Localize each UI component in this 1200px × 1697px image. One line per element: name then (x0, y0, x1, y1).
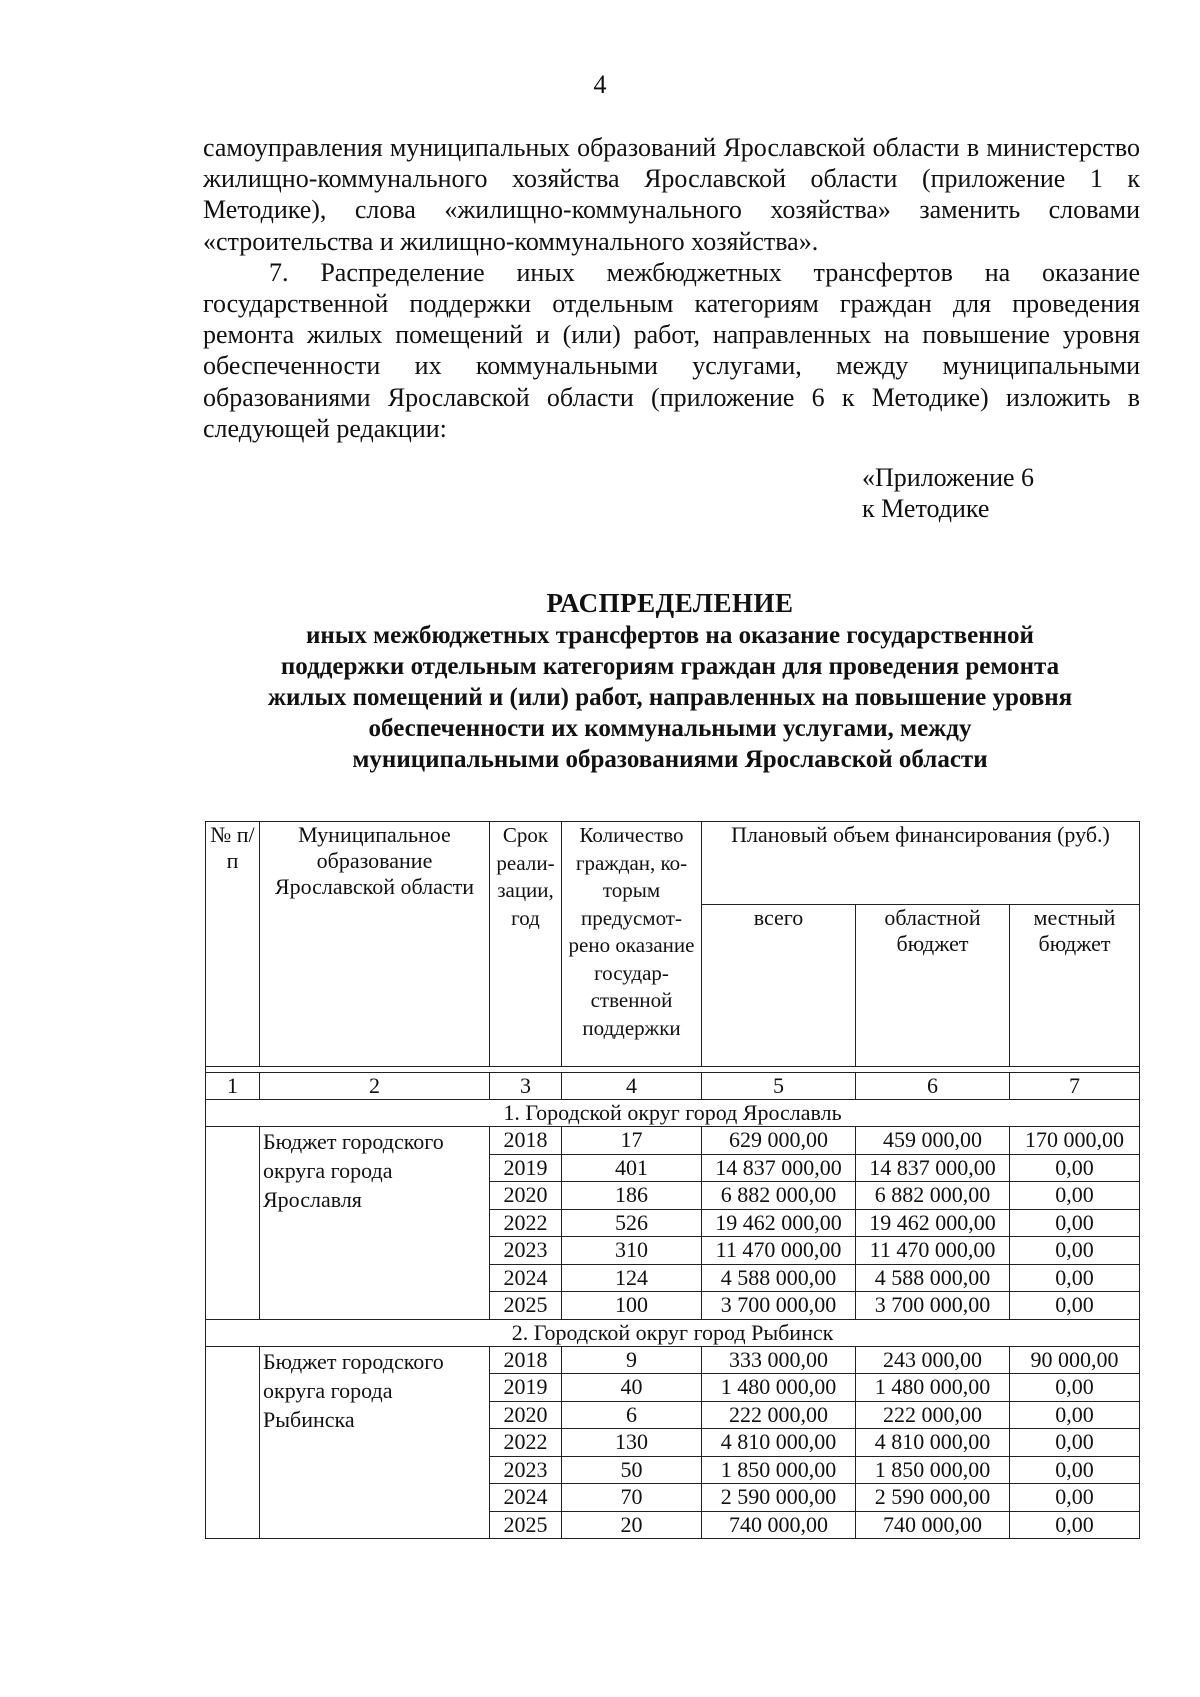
year-cell: 2023 (490, 1237, 562, 1265)
intro-paragraph-2: 7. Распределение иных межбюджетных трансфертов на оказание государственной поддержки отдельным категориям граждан для проведения ремонта жилых помещений и (или) работ, направленных на повышение уровня обеспеченности их коммунальными услугами, между муниципальными образованиями Ярославской области (приложение 6 к Методике) изложить в следующей редакции: (203, 257, 1140, 443)
year-cell: 2024 (490, 1484, 562, 1512)
total-cell: 6 882 000,00 (702, 1182, 856, 1210)
local-cell: 0,00 (1010, 1182, 1140, 1210)
local-cell: 0,00 (1010, 1374, 1140, 1402)
header-total: всего (702, 904, 856, 1066)
row-number-cell (206, 1127, 260, 1320)
count-cell: 40 (562, 1374, 702, 1402)
header-regional: областной бюджет (856, 904, 1010, 1066)
count-cell: 100 (562, 1292, 702, 1320)
column-number: 1 (206, 1073, 260, 1100)
intro-paragraph-1: самоуправления муниципальных образований Ярославской области в министерство жилищно-коммунального хозяйства Ярославской области (приложение 1 к Методике), слова «жилищно-коммунального хозяйства» заменить словами «строительства и жилищно-коммунального хозяйства». (203, 133, 1140, 256)
regional-cell: 1 850 000,00 (856, 1456, 1010, 1484)
page-number: 4 (593, 70, 607, 99)
year-cell: 2019 (490, 1374, 562, 1402)
total-cell: 629 000,00 (702, 1127, 856, 1155)
local-cell: 0,00 (1010, 1264, 1140, 1292)
intro-text (203, 132, 1140, 444)
local-cell: 0,00 (1010, 1429, 1140, 1457)
column-number: 2 (260, 1073, 490, 1100)
total-cell: 4 588 000,00 (702, 1264, 856, 1292)
title-line-5: муниципальными образованиями Ярославской области (352, 746, 988, 773)
local-cell: 0,00 (1010, 1292, 1140, 1320)
section-title-row (206, 1319, 1140, 1346)
year-cell: 2022 (490, 1429, 562, 1457)
document-title (200, 586, 1140, 775)
municipality-cell: Бюджет городского округа города Ярославля (260, 1127, 490, 1320)
header-num: № п/п (206, 822, 260, 1067)
local-cell: 0,00 (1010, 1484, 1140, 1512)
column-number: 6 (856, 1073, 1010, 1100)
local-cell: 0,00 (1010, 1237, 1140, 1265)
regional-cell: 4 810 000,00 (856, 1429, 1010, 1457)
year-cell: 2020 (490, 1401, 562, 1429)
regional-cell: 3 700 000,00 (856, 1292, 1010, 1320)
regional-cell: 459 000,00 (856, 1127, 1010, 1155)
column-numbers-row (206, 1073, 1140, 1100)
section-title: 1. Городской округ город Ярославль (206, 1100, 1140, 1127)
column-number: 5 (702, 1073, 856, 1100)
year-cell: 2020 (490, 1182, 562, 1210)
regional-cell: 222 000,00 (856, 1401, 1010, 1429)
local-cell: 170 000,00 (1010, 1127, 1140, 1155)
section-title-row (206, 1100, 1140, 1127)
count-cell: 9 (562, 1346, 702, 1374)
count-cell: 526 (562, 1209, 702, 1237)
regional-cell: 14 837 000,00 (856, 1154, 1010, 1182)
appendix-line-1: «Приложение 6 (862, 463, 1035, 492)
regional-cell: 740 000,00 (856, 1511, 1010, 1539)
year-cell: 2025 (490, 1292, 562, 1320)
count-cell: 50 (562, 1456, 702, 1484)
total-cell: 333 000,00 (702, 1346, 856, 1374)
total-cell: 1 480 000,00 (702, 1374, 856, 1402)
total-cell: 4 810 000,00 (702, 1429, 856, 1457)
year-cell: 2022 (490, 1209, 562, 1237)
local-cell: 90 000,00 (1010, 1346, 1140, 1374)
regional-cell: 243 000,00 (856, 1346, 1010, 1374)
total-cell: 3 700 000,00 (702, 1292, 856, 1320)
year-cell: 2025 (490, 1511, 562, 1539)
municipality-cell: Бюджет городского округа города Рыбинска (260, 1346, 490, 1539)
total-cell: 1 850 000,00 (702, 1456, 856, 1484)
count-cell: 6 (562, 1401, 702, 1429)
count-cell: 20 (562, 1511, 702, 1539)
total-cell: 19 462 000,00 (702, 1209, 856, 1237)
year-cell: 2023 (490, 1456, 562, 1484)
title-main: РАСПРЕДЕЛЕНИЕ (546, 588, 794, 618)
local-cell: 0,00 (1010, 1456, 1140, 1484)
total-cell: 11 470 000,00 (702, 1237, 856, 1265)
section-title: 2. Городской округ город Рыбинск (206, 1319, 1140, 1346)
count-cell: 401 (562, 1154, 702, 1182)
count-cell: 130 (562, 1429, 702, 1457)
distribution-table (205, 821, 1140, 1539)
regional-cell: 6 882 000,00 (856, 1182, 1010, 1210)
appendix-line-2: к Методике (862, 494, 990, 523)
count-cell: 124 (562, 1264, 702, 1292)
title-line-2: поддержки отдельным категориям граждан для проведения ремонта (280, 653, 1060, 680)
regional-cell: 19 462 000,00 (856, 1209, 1010, 1237)
table-row (206, 1346, 1140, 1374)
header-funding: Плановый объем финансирования (руб.) (702, 822, 1140, 905)
column-number: 4 (562, 1073, 702, 1100)
header-local: местный бюджет (1010, 904, 1140, 1066)
local-cell: 0,00 (1010, 1154, 1140, 1182)
table-row (206, 1127, 1140, 1155)
count-cell: 186 (562, 1182, 702, 1210)
local-cell: 0,00 (1010, 1209, 1140, 1237)
regional-cell: 4 588 000,00 (856, 1264, 1010, 1292)
regional-cell: 2 590 000,00 (856, 1484, 1010, 1512)
regional-cell: 1 480 000,00 (856, 1374, 1010, 1402)
count-cell: 310 (562, 1237, 702, 1265)
count-cell: 17 (562, 1127, 702, 1155)
total-cell: 2 590 000,00 (702, 1484, 856, 1512)
title-line-4: обеспеченности их коммунальными услугами, между (368, 715, 972, 742)
count-cell: 70 (562, 1484, 702, 1512)
title-line-1: иных межбюджетных трансфертов на оказание государственной (306, 622, 1034, 649)
title-line-3: жилых помещений и (или) работ, направленных на повышение уровня (267, 684, 1073, 711)
total-cell: 740 000,00 (702, 1511, 856, 1539)
year-cell: 2018 (490, 1346, 562, 1374)
year-cell: 2018 (490, 1127, 562, 1155)
local-cell: 0,00 (1010, 1511, 1140, 1539)
header-period: Срок реали-зации, год (490, 822, 562, 1067)
column-number: 7 (1010, 1073, 1140, 1100)
total-cell: 14 837 000,00 (702, 1154, 856, 1182)
year-cell: 2024 (490, 1264, 562, 1292)
header-count: Количество граждан, ко-торым предусмот-рено оказание государ-ственной поддержки (562, 822, 702, 1067)
total-cell: 222 000,00 (702, 1401, 856, 1429)
row-number-cell (206, 1346, 260, 1539)
regional-cell: 11 470 000,00 (856, 1237, 1010, 1265)
year-cell: 2019 (490, 1154, 562, 1182)
column-number: 3 (490, 1073, 562, 1100)
appendix-reference (862, 462, 1034, 524)
local-cell: 0,00 (1010, 1401, 1140, 1429)
header-municipality: Муниципальное образование Ярославской области (260, 822, 490, 1067)
